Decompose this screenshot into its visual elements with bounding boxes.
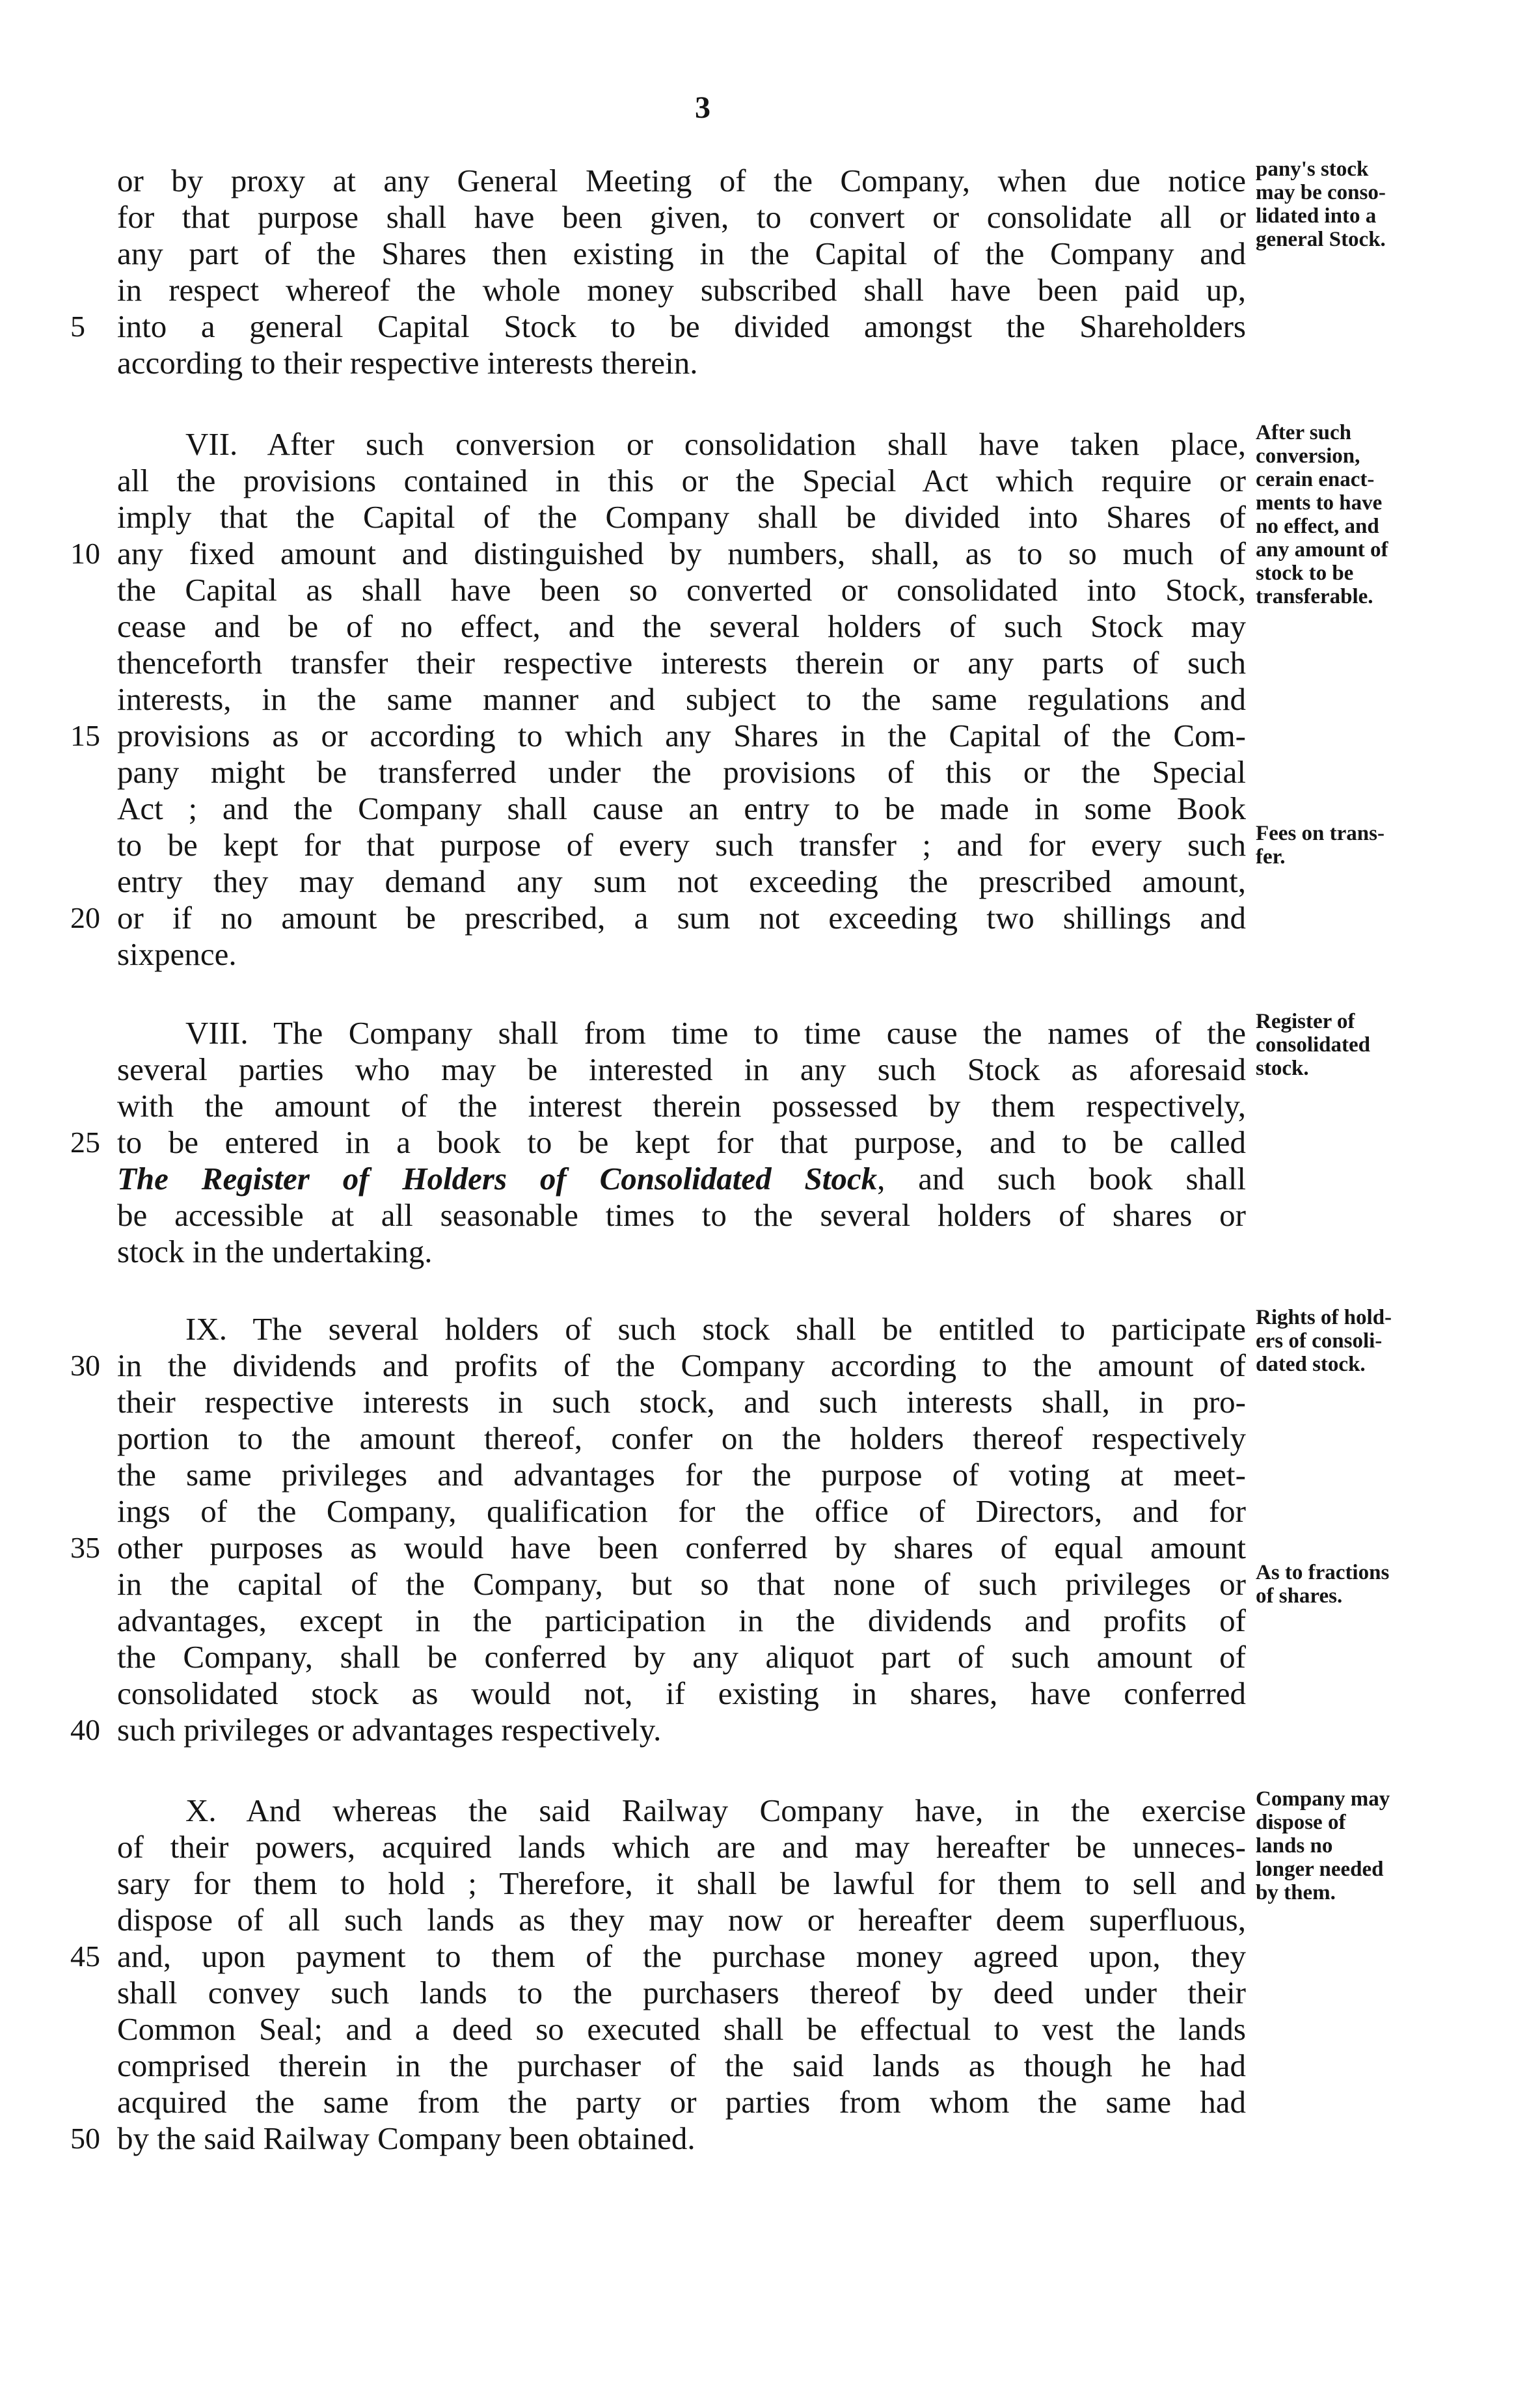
margin-note <box>1256 1787 1451 1904</box>
text-line: IX. The several holders of such stock shall be entitled to participate <box>185 1311 1246 1347</box>
margin-note <box>1256 157 1451 251</box>
margin-note-line: no effect, and <box>1256 515 1379 538</box>
line-number: 25 <box>70 1126 100 1159</box>
margin-note <box>1256 822 1451 869</box>
margin-note <box>1256 421 1451 608</box>
text-line: stock in the undertaking. <box>117 1234 433 1269</box>
text-line: and, upon payment to them of the purchase money agreed upon, they <box>117 1938 1246 1974</box>
text-line: acquired the same from the party or parties from whom the same had <box>117 2084 1246 2120</box>
text-line: of their powers, acquired lands which are and may hereafter be unneces- <box>117 1829 1246 1865</box>
text-line: for that purpose shall have been given, to convert or consolidate all or <box>117 199 1246 235</box>
margin-note-line: Rights of hold- <box>1256 1306 1392 1329</box>
text-line: comprised therein in the purchaser of the said lands as though he had <box>117 2048 1246 2083</box>
margin-note-line: may be conso- <box>1256 181 1386 204</box>
margin-note-line: transferable. <box>1256 585 1373 608</box>
text-line: in the capital of the Company, but so that none of such privileges or <box>117 1566 1246 1602</box>
text-line: imply that the Capital of the Company shall be divided into Shares of <box>117 499 1246 535</box>
text-line: the Company, shall be conferred by any aliquot part of such amount of <box>117 1639 1246 1675</box>
line-number: 30 <box>70 1349 100 1382</box>
margin-note-line: As to fractions <box>1256 1561 1390 1584</box>
margin-note-line: ments to have <box>1256 491 1383 515</box>
text-line: dispose of all such lands as they may now or hereafter deem superfluous, <box>117 1902 1246 1938</box>
line-number: 15 <box>70 719 100 752</box>
text-line: the same privileges and advantages for the purpose of voting at meet- <box>117 1457 1246 1493</box>
text-line: any fixed amount and distinguished by numbers, shall, as to so much of <box>117 535 1246 571</box>
text-line: into a general Capital Stock to be divided amongst the Shareholders <box>117 308 1246 344</box>
text-line: X. And whereas the said Railway Company have, in the exercise <box>185 1792 1246 1828</box>
text-line: to be entered in a book to be kept for that purpose, and to be called <box>117 1124 1246 1160</box>
text-line: Common Seal; and a deed so executed shall be effectual to vest the lands <box>117 2011 1246 2047</box>
margin-note-line: stock. <box>1256 1057 1309 1080</box>
margin-note <box>1256 1306 1451 1376</box>
text-line: thenceforth transfer their respective interests therein or any parts of such <box>117 645 1246 681</box>
line-number: 35 <box>70 1531 100 1564</box>
margin-note-line: dispose of <box>1256 1811 1346 1834</box>
text-line: interests, in the same manner and subject to the same regulations and <box>117 681 1246 717</box>
text-line: or if no amount be prescribed, a sum not exceeding two shillings and <box>117 900 1246 936</box>
text-line: the Capital as shall have been so converted or consolidated into Stock, <box>117 572 1246 608</box>
text-line: other purposes as would have been conferred by shares of equal amount <box>117 1530 1246 1565</box>
margin-note-line: Register of <box>1256 1010 1355 1033</box>
margin-note-line: lands no <box>1256 1834 1333 1858</box>
text-line: pany might be transferred under the provisions of this or the Special <box>117 754 1246 790</box>
text-line: VII. After such conversion or consolidation shall have taken place, <box>185 426 1246 462</box>
text-line: in the dividends and profits of the Company according to the amount of <box>117 1347 1246 1383</box>
text-line: consolidated stock as would not, if existing in shares, have conferred <box>117 1675 1246 1711</box>
margin-note-line: cerain enact- <box>1256 468 1375 491</box>
margin-note-line: of shares. <box>1256 1584 1343 1608</box>
text-line: cease and be of no effect, and the several holders of such Stock may <box>117 608 1246 644</box>
text-line: in respect whereof the whole money subscribed shall have been paid up, <box>117 272 1246 308</box>
text-line: their respective interests in such stock, and such interests shall, in pro- <box>117 1384 1246 1420</box>
text-line: portion to the amount thereof, confer on the holders thereof respectively <box>117 1420 1246 1456</box>
text-line: by the said Railway Company been obtained. <box>117 2120 696 2156</box>
margin-note-line: consolidated <box>1256 1033 1371 1057</box>
margin-note-line: fer. <box>1256 845 1286 869</box>
margin-note-line: stock to be <box>1256 561 1354 585</box>
margin-note-line: conversion, <box>1256 444 1360 468</box>
margin-note-line: by them. <box>1256 1881 1336 1904</box>
margin-note <box>1256 1561 1451 1608</box>
text-line: VIII. The Company shall from time to time cause the names of the <box>185 1015 1246 1051</box>
text-line: provisions as or according to which any Shares in the Capital of the Com- <box>117 718 1246 753</box>
line-number: 5 <box>70 310 85 343</box>
text-line: such privileges or advantages respectively. <box>117 1712 662 1748</box>
text-line: any part of the Shares then existing in the Capital of the Company and <box>117 236 1246 271</box>
text-line: The Register of Holders of Consolidated Stock, and such book shall <box>117 1161 1246 1197</box>
text-line: with the amount of the interest therein possessed by them respectively, <box>117 1088 1246 1124</box>
line-number: 10 <box>70 537 100 570</box>
text-line: according to their respective interests therein. <box>117 345 698 381</box>
margin-note-line: longer needed <box>1256 1858 1384 1881</box>
line-number: 20 <box>70 901 100 934</box>
margin-note-line: general Stock. <box>1256 228 1386 251</box>
margin-note-line: dated stock. <box>1256 1353 1366 1376</box>
text-line: sary for them to hold ; Therefore, it shall be lawful for them to sell and <box>117 1865 1246 1901</box>
text-line: or by proxy at any General Meeting of the Company, when due notice <box>117 163 1246 198</box>
page-number: 3 <box>695 90 710 125</box>
line-number: 45 <box>70 1940 100 1973</box>
text-line: be accessible at all seasonable times to the several holders of shares or <box>117 1197 1246 1233</box>
text-line: advantages, except in the participation in the dividends and profits of <box>117 1603 1246 1638</box>
margin-note-line: pany's stock <box>1256 157 1369 181</box>
text-line: shall convey such lands to the purchasers thereof by deed under their <box>117 1975 1246 2010</box>
margin-note-line: ers of consoli- <box>1256 1329 1383 1353</box>
margin-note-line: After such <box>1256 421 1351 444</box>
line-number: 50 <box>70 2122 100 2155</box>
text-line: all the provisions contained in this or the Special Act which require or <box>117 463 1246 498</box>
margin-note-line: any amount of <box>1256 538 1388 561</box>
text-line: sixpence. <box>117 936 237 972</box>
line-number: 40 <box>70 1713 100 1746</box>
margin-note-line: lidated into a <box>1256 204 1377 228</box>
text-line: Act ; and the Company shall cause an entry to be made in some Book <box>117 791 1246 826</box>
text-line: several parties who may be interested in any such Stock as aforesaid <box>117 1051 1246 1087</box>
margin-note <box>1256 1010 1451 1080</box>
text-line: to be kept for that purpose of every such transfer ; and for every such <box>117 827 1246 863</box>
margin-note-line: Fees on trans- <box>1256 822 1385 845</box>
text-line: entry they may demand any sum not exceeding the prescribed amount, <box>117 863 1246 899</box>
text-line: ings of the Company, qualification for the office of Directors, and for <box>117 1493 1246 1529</box>
margin-note-line: Company may <box>1256 1787 1390 1811</box>
